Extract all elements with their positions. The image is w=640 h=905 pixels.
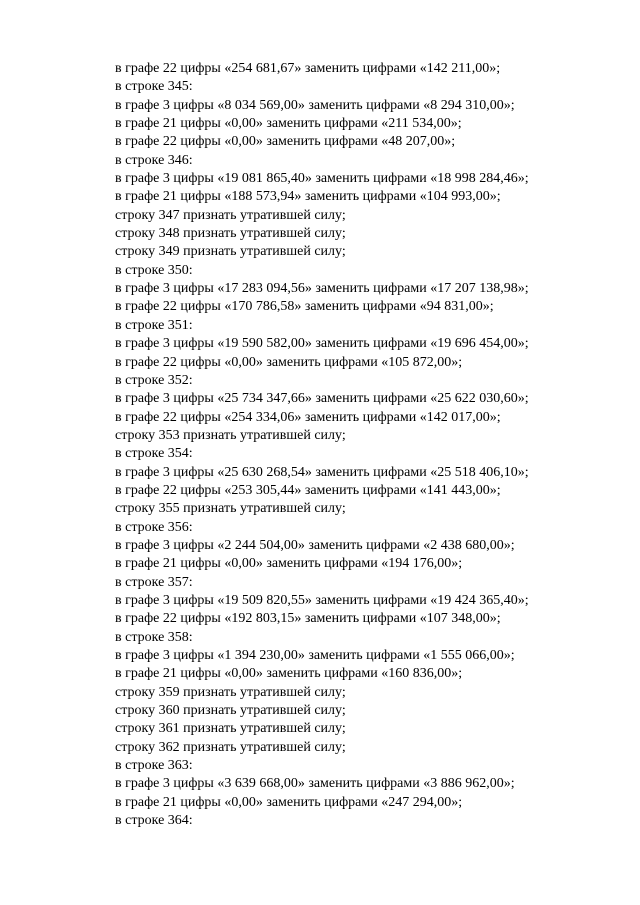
- text-line: в строке 357:: [115, 574, 193, 590]
- text-line: в графе 3 цифры «17 283 094,56» заменить цифрами «17 207 138,98»;: [115, 281, 529, 297]
- text-line: в графе 21 цифры «188 573,94» заменить цифрами «104 993,00»;: [115, 189, 501, 205]
- text-line: в графе 22 цифры «192 803,15» заменить цифрами «107 348,00»;: [115, 611, 501, 627]
- text-line: в строке 352:: [115, 372, 193, 388]
- text-line: в графе 22 цифры «254 334,06» заменить цифрами «142 017,00»;: [115, 409, 501, 425]
- text-line: строку 349 признать утратившей силу;: [115, 244, 346, 260]
- text-line: в графе 3 цифры «3 639 668,00» заменить цифрами «3 886 962,00»;: [115, 776, 515, 792]
- text-line: в графе 22 цифры «0,00» заменить цифрами «48 207,00»;: [115, 134, 456, 150]
- text-line: в графе 21 цифры «0,00» заменить цифрами «247 294,00»;: [115, 794, 463, 810]
- text-line: в графе 3 цифры «2 244 504,00» заменить цифрами «2 438 680,00»;: [115, 537, 515, 553]
- text-line: строку 359 признать утратившей силу;: [115, 684, 346, 700]
- text-line: в графе 3 цифры «8 034 569,00» заменить цифрами «8 294 310,00»;: [115, 97, 515, 113]
- text-line: в графе 21 цифры «0,00» заменить цифрами «211 534,00»;: [115, 116, 462, 132]
- text-line: в строке 364:: [115, 813, 193, 829]
- text-line: в графе 21 цифры «0,00» заменить цифрами «194 176,00»;: [115, 556, 463, 572]
- text-line: в строке 351:: [115, 317, 193, 333]
- text-line: строку 353 признать утратившей силу;: [115, 427, 346, 443]
- text-line: в графе 3 цифры «19 509 820,55» заменить цифрами «19 424 365,40»;: [115, 592, 529, 608]
- document-text-body: [115, 60, 615, 830]
- text-line: строку 360 признать утратившей силу;: [115, 703, 346, 719]
- text-line: в строке 350:: [115, 262, 193, 278]
- text-line: строку 361 признать утратившей силу;: [115, 721, 346, 737]
- text-line: в строке 363:: [115, 758, 193, 774]
- text-line: в строке 354:: [115, 446, 193, 462]
- text-line: в графе 21 цифры «0,00» заменить цифрами «160 836,00»;: [115, 666, 463, 682]
- text-line: в графе 22 цифры «0,00» заменить цифрами «105 872,00»;: [115, 354, 463, 370]
- text-line: в графе 22 цифры «253 305,44» заменить цифрами «141 443,00»;: [115, 482, 501, 498]
- text-line: строку 347 признать утратившей силу;: [115, 207, 346, 223]
- text-line: в графе 3 цифры «1 394 230,00» заменить цифрами «1 555 066,00»;: [115, 648, 515, 663]
- text-line: в строке 356:: [115, 519, 193, 535]
- text-line: в графе 3 цифры «19 081 865,40» заменить цифрами «18 998 284,46»;: [115, 171, 529, 187]
- text-line: в строке 345:: [115, 79, 193, 95]
- text-line: строку 348 признать утратившей силу;: [115, 226, 346, 242]
- text-line: в графе 22 цифры «170 786,58» заменить цифрами «94 831,00»;: [115, 299, 494, 315]
- text-line: в графе 3 цифры «25 734 347,66» заменить цифрами «25 622 030,60»;: [115, 391, 529, 407]
- text-line: в графе 3 цифры «25 630 268,54» заменить цифрами «25 518 406,10»;: [115, 464, 529, 480]
- text-line: в графе 3 цифры «19 590 582,00» заменить цифрами «19 696 454,00»;: [115, 336, 529, 352]
- text-line: строку 362 признать утратившей силу;: [115, 739, 346, 755]
- text-line: в строке 346:: [115, 152, 193, 168]
- text-line: в графе 22 цифры «254 681,67» заменить цифрами «142 211,00»;: [115, 61, 501, 76]
- text-line: в строке 358:: [115, 629, 193, 645]
- text-line: строку 355 признать утратившей силу;: [115, 501, 346, 517]
